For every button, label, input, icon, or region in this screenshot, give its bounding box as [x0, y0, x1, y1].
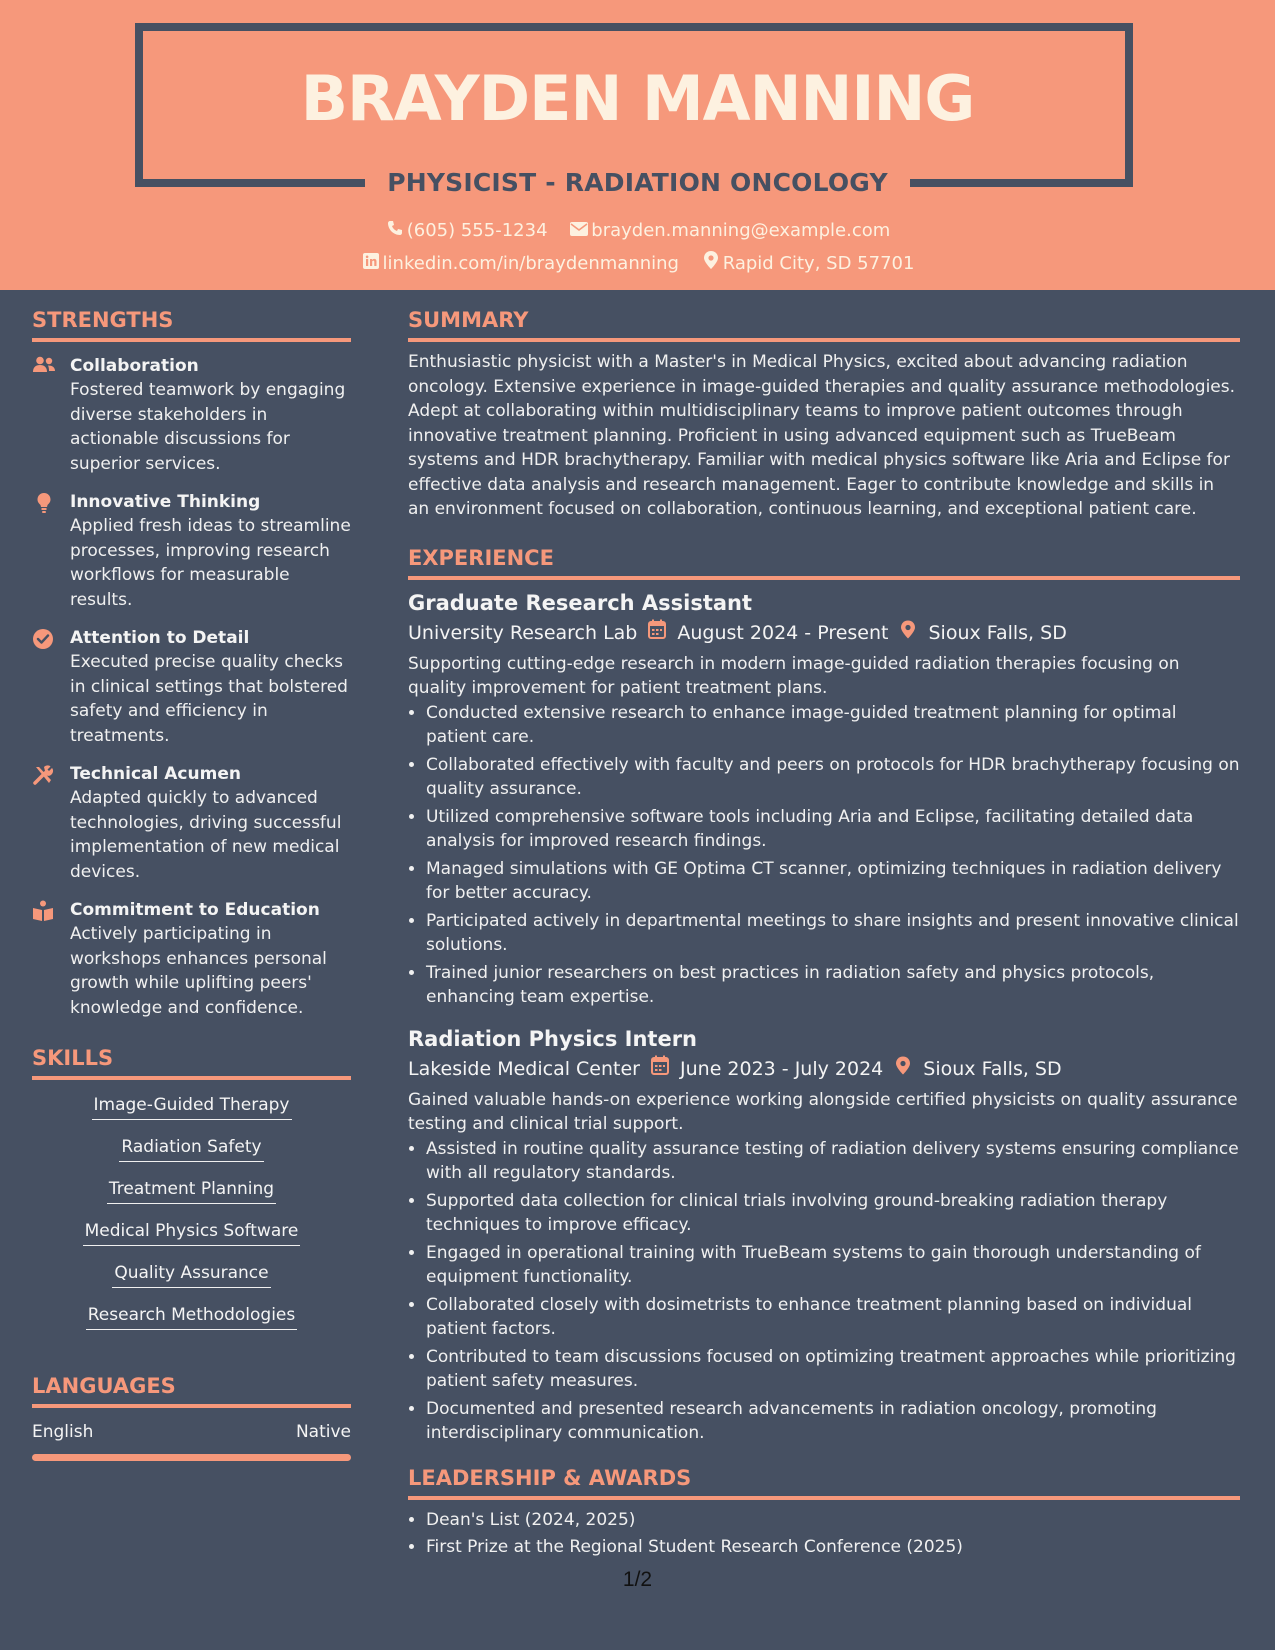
- phone-icon: [385, 218, 405, 244]
- strength-name: Innovative Thinking: [70, 492, 261, 512]
- book-reader-icon: [32, 900, 56, 922]
- language-level: Native: [295, 1422, 351, 1442]
- linkedin-text[interactable]: linkedin.com/in/braydenmanning: [382, 253, 679, 274]
- phone-item: [385, 218, 548, 244]
- skills-list: [32, 1088, 351, 1330]
- strength-name: Commitment to Education: [70, 900, 320, 920]
- job-description: Gained valuable hands-on experience working alongside certified physicists on quality assurance testing and clinical trial support.: [408, 1089, 1238, 1134]
- job-entry: [408, 1024, 1240, 1446]
- job-description: Supporting cutting-edge research in modern image-guided radiation therapies focusing on quality improvement for patient treatment plans.: [408, 653, 1180, 698]
- email-item: [569, 218, 890, 244]
- job-bullet: • Contributed to team discussions focused on optimizing treatment approaches while prioritizing patient safety measures.: [426, 1345, 1240, 1394]
- job-bullet: • Utilized comprehensive software tools including Aria and Eclipse, facilitating detailed data analysis for improved research findings.: [426, 805, 1240, 854]
- map-pin-icon: [893, 1054, 913, 1084]
- skill-item: Image-Guided Therapy: [92, 1092, 292, 1120]
- tools-icon: [32, 764, 56, 786]
- award-item: • Dean's List (2024, 2025): [426, 1508, 1240, 1533]
- summary-text: Enthusiastic physicist with a Master's in Medical Physics, excited about advancing radiation oncology. Extensive experience in image-guided therapies and quality assurance methodologies. Adept at collaborating within multidisciplinary teams to improve patient outcomes through innovative treatment planning. Proficient in using advanced equipment such as TrueBeam systems and HDR brachytherapy. Familiar with medical physics software like Aria and Eclipse for effective data analysis and research management. Eager to contribute knowledge and skills in an environment focused on collaboration, continuous learning, and exceptional patient care.: [408, 352, 1236, 519]
- phone-text[interactable]: (605) 555-1234: [406, 220, 548, 241]
- skills-heading: SKILLS: [32, 1040, 351, 1080]
- lightbulb-icon: [32, 492, 56, 514]
- awards-list: [408, 1508, 1240, 1560]
- job-location: Sioux Falls, SD: [923, 1057, 1062, 1080]
- job-bullet: • Engaged in operational training with TrueBeam systems to gain thorough understanding of equipment functionality.: [426, 1241, 1240, 1290]
- job-title: PHYSICIST - RADIATION ONCOLOGY: [387, 168, 888, 197]
- job-dates: August 2024 - Present: [677, 621, 889, 644]
- header-banner: [0, 0, 1275, 290]
- language-name: English: [32, 1422, 94, 1442]
- strength-name: Collaboration: [70, 356, 199, 376]
- strength-name: Technical Acumen: [70, 764, 241, 784]
- job-bullet: • Conducted extensive research to enhance image-guided treatment planning for optimal patient care.: [426, 701, 1240, 750]
- strength-item: [32, 898, 351, 1020]
- job-bullet: • Collaborated closely with dosimetrists to enhance treatment planning based on individual patient factors.: [426, 1293, 1240, 1342]
- page-number: 1/2: [622, 1568, 653, 1591]
- strength-desc: Applied fresh ideas to streamline processes, improving research workflows for measurable results.: [70, 516, 351, 610]
- job-role: Radiation Physics Intern: [408, 1026, 698, 1051]
- skill-item: Radiation Safety: [119, 1134, 263, 1162]
- language-proficiency-bar: [32, 1454, 351, 1461]
- job-bullet: • Trained junior researchers on best practices in radiation safety and physics protocols, enhancing team expertise.: [426, 961, 1240, 1010]
- strength-item: [32, 490, 351, 612]
- job-entry: [408, 588, 1240, 1010]
- job-bullets: [408, 1137, 1240, 1446]
- skill-item: Research Methodologies: [86, 1302, 298, 1330]
- job-bullet: • Documented and presented research advancements in radiation oncology, promoting interdisciplinary communication.: [426, 1397, 1240, 1446]
- left-column: [32, 302, 351, 1461]
- skill-item: Quality Assurance: [112, 1260, 270, 1288]
- job-company: University Research Lab: [408, 621, 638, 644]
- job-role: Graduate Research Assistant: [408, 590, 753, 615]
- strength-desc: Adapted quickly to advanced technologies, driving successful implementation of new medical devices.: [70, 788, 342, 882]
- job-meta: [408, 618, 1240, 648]
- strength-desc: Executed precise quality checks in clinical settings that bolstered safety and efficiency in treatments.: [70, 652, 348, 746]
- job-meta: [408, 1054, 1240, 1084]
- strength-item: [32, 762, 351, 884]
- strength-desc: Fostered teamwork by engaging diverse stakeholders in actionable discussions for superior services.: [70, 380, 346, 474]
- users-icon: [32, 356, 56, 378]
- experience-heading: EXPERIENCE: [408, 540, 1240, 580]
- job-bullet: • Assisted in routine quality assurance testing of radiation delivery systems ensuring compliance with all regulatory standards.: [426, 1137, 1240, 1186]
- strengths-heading: STRENGTHS: [32, 302, 351, 342]
- map-pin-icon: [701, 251, 721, 277]
- job-dates: June 2023 - July 2024: [680, 1057, 884, 1080]
- calendar-icon: [650, 1054, 670, 1084]
- job-location: Sioux Falls, SD: [928, 621, 1067, 644]
- job-bullet: • Participated actively in departmental meetings to share insights and present innovative clinical solutions.: [426, 909, 1240, 958]
- strength-name: Attention to Detail: [70, 628, 250, 648]
- award-item: • First Prize at the Regional Student Research Conference (2025): [426, 1535, 1240, 1560]
- contact-row-1: [0, 218, 1275, 244]
- calendar-icon: [647, 618, 667, 648]
- language-row: [32, 1418, 351, 1446]
- right-column: [408, 302, 1240, 1563]
- skill-item: Treatment Planning: [107, 1176, 276, 1204]
- linkedin-icon: [361, 251, 381, 277]
- languages-heading: LANGUAGES: [32, 1368, 351, 1408]
- location-text: Rapid City, SD 57701: [722, 253, 915, 274]
- envelope-icon: [569, 218, 589, 244]
- strength-item: [32, 354, 351, 476]
- skill-item: Medical Physics Software: [83, 1218, 301, 1246]
- check-circle-icon: [32, 628, 56, 650]
- awards-heading: LEADERSHIP & AWARDS: [408, 1460, 1240, 1500]
- strength-desc: Actively participating in workshops enhances personal growth while uplifting peers' knowledge and confidence.: [70, 924, 327, 1018]
- job-bullets: [408, 701, 1240, 1010]
- summary-heading: SUMMARY: [408, 302, 1240, 342]
- contact-row-2: [0, 251, 1275, 277]
- job-bullet: • Managed simulations with GE Optima CT scanner, optimizing techniques in radiation delivery for better accuracy.: [426, 857, 1240, 906]
- email-text[interactable]: brayden.manning@example.com: [591, 220, 891, 241]
- job-company: Lakeside Medical Center: [408, 1057, 640, 1080]
- location-item: [701, 251, 915, 277]
- strength-item: [32, 626, 351, 748]
- map-pin-icon: [898, 618, 918, 648]
- job-bullet: • Supported data collection for clinical trials involving ground-breaking radiation therapy techniques to improve efficacy.: [426, 1189, 1240, 1238]
- candidate-name: BRAYDEN MANNING: [300, 62, 975, 135]
- job-bullet: • Collaborated effectively with faculty and peers on protocols for HDR brachytherapy focusing on quality assurance.: [426, 753, 1240, 802]
- linkedin-item: [361, 251, 679, 277]
